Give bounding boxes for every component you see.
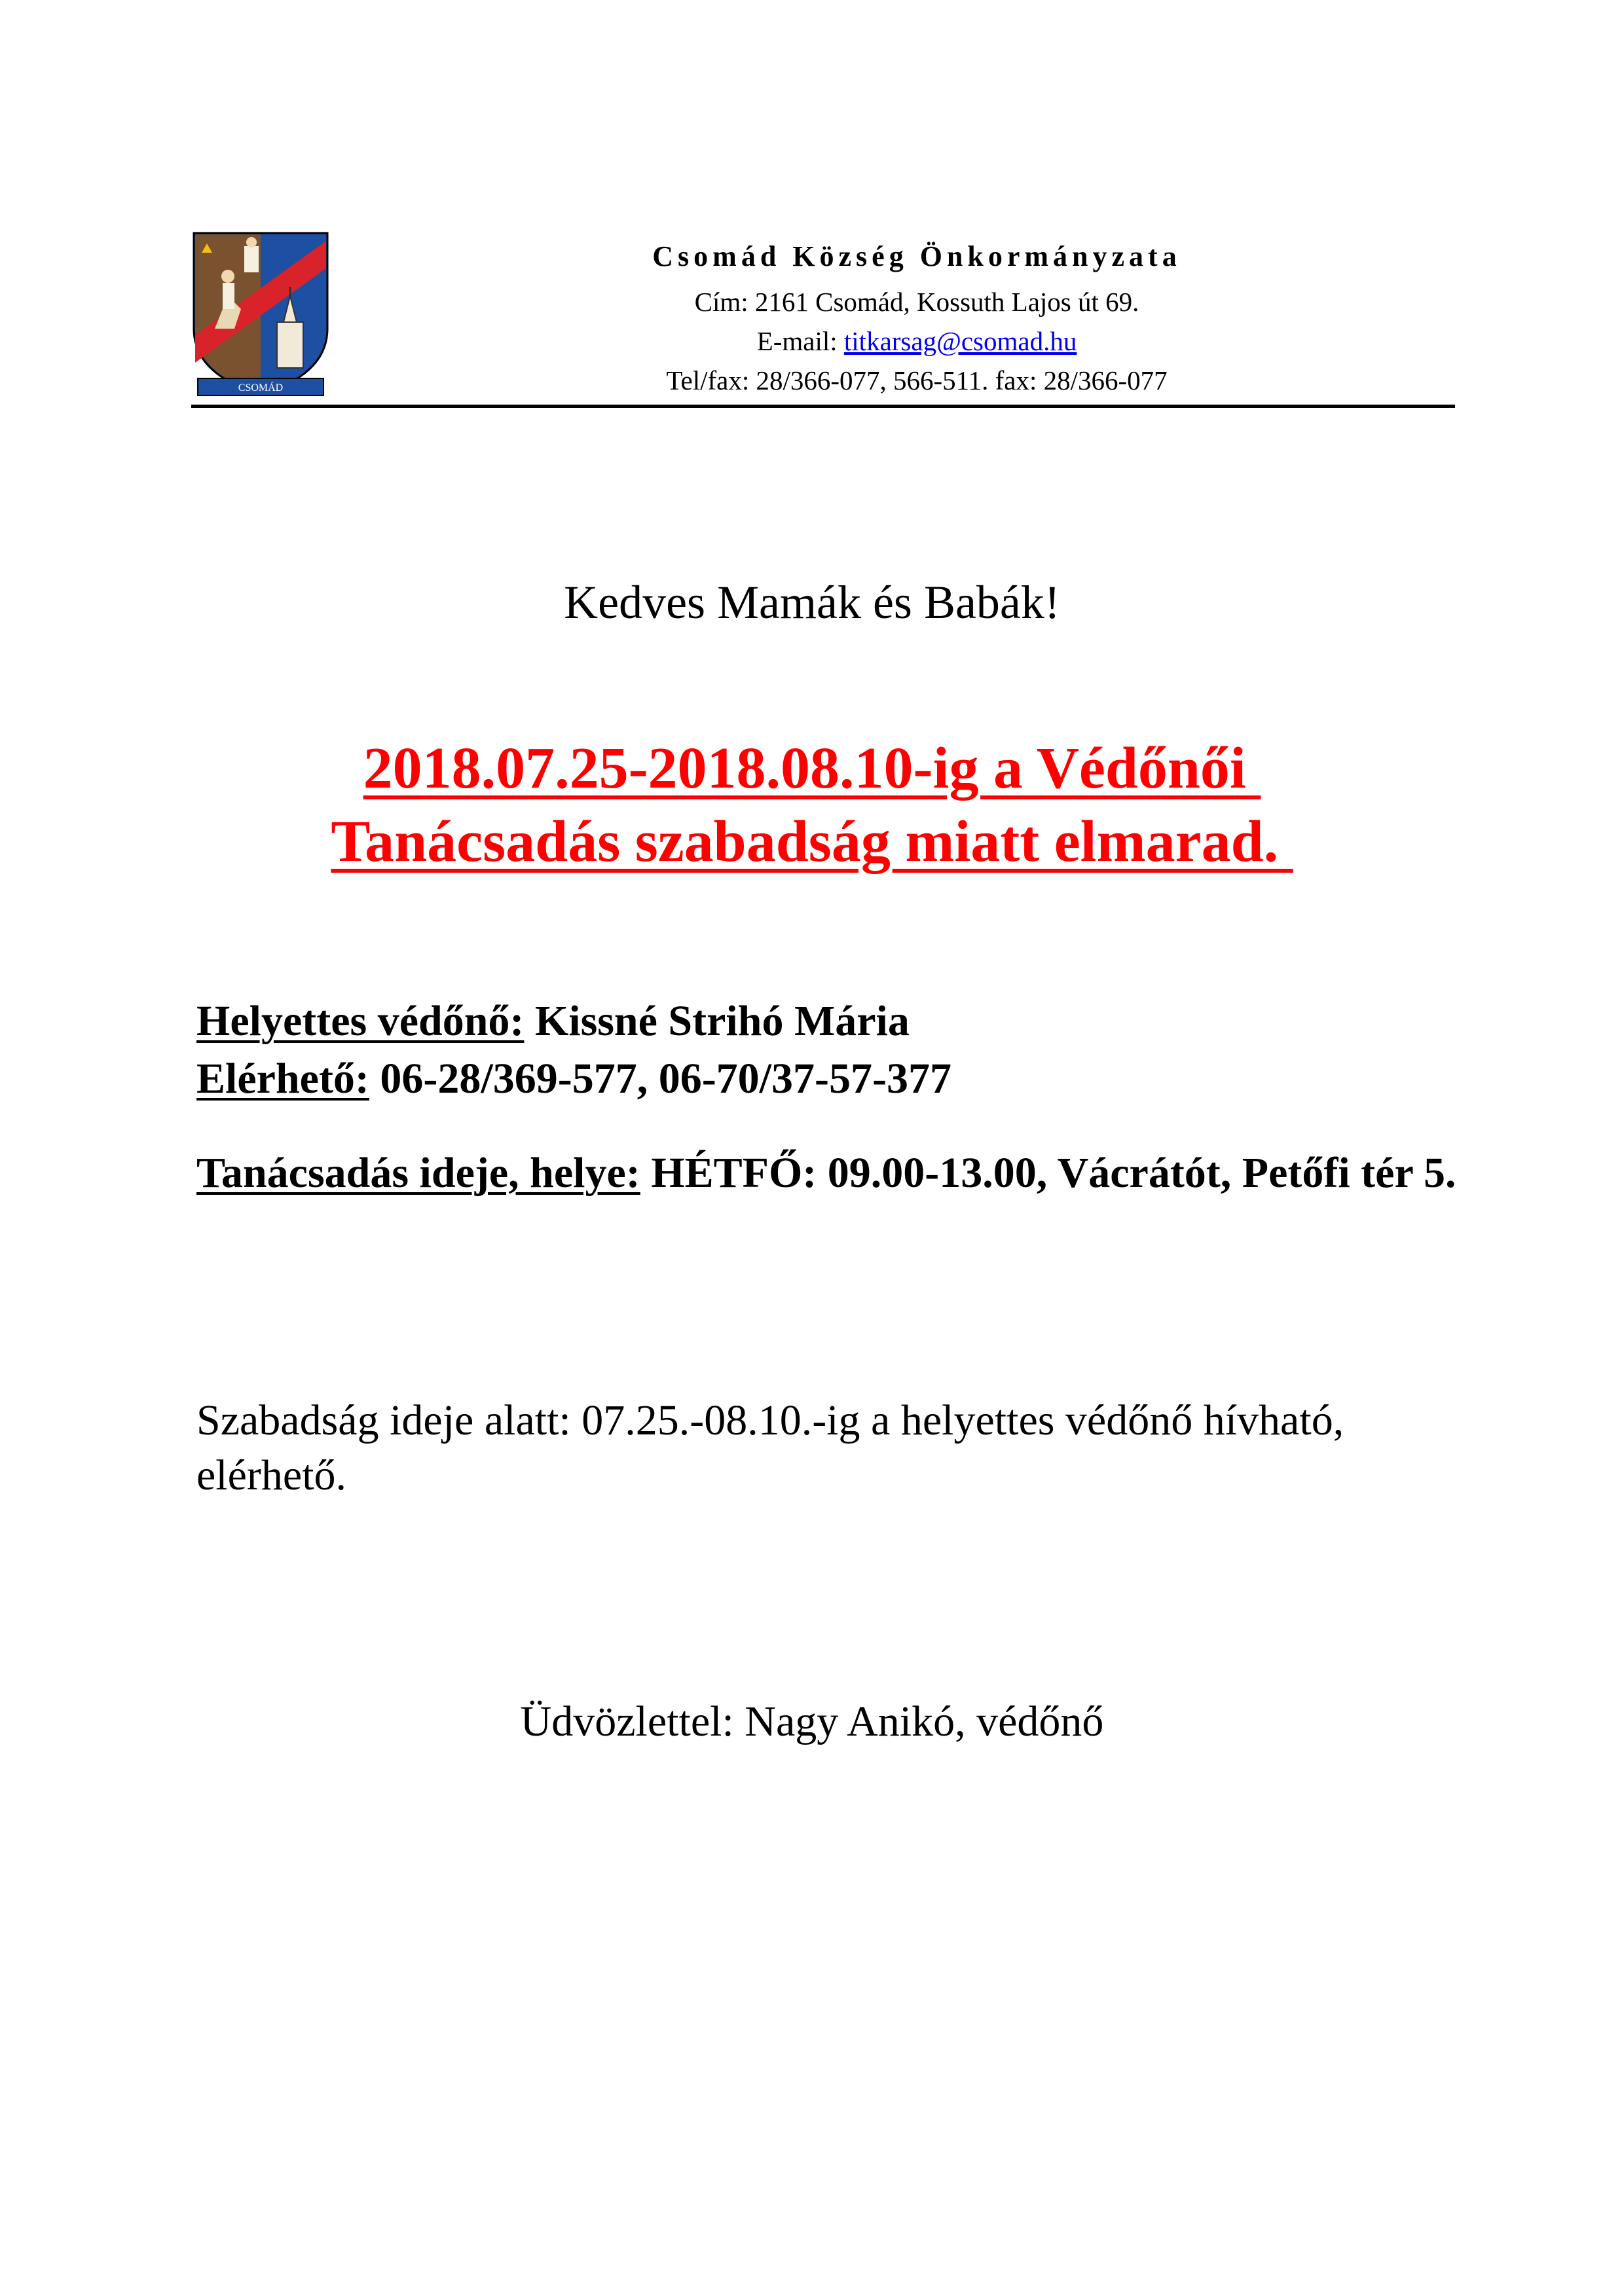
crest-banner-text: CSOMÁD [238,382,284,393]
header-divider [191,405,1455,408]
organization-name: Csomád Község Önkormányzata [652,240,1181,272]
organization-phone: Tel/fax: 28/366-077, 566-511. fax: 28/366-077 [666,365,1168,395]
notice-line-2 [0,805,1624,879]
signature: Üdvözlettel: Nagy Anikó, védőnő [520,1698,1104,1745]
crest-svg [189,230,333,402]
reach-value: 06-28/369-577, 06-70/37-57-377 [369,1055,951,1102]
email-link[interactable]: titkarsag@csomad.hu [843,326,1077,356]
notice-line-2-text: Tanácsadás szabadság miatt elmarad. [331,809,1293,874]
consultation-hours-line [196,1147,1467,1199]
reachable-line [196,1053,1467,1105]
municipal-crest-logo [189,230,333,402]
greeting: Kedves Mamák és Babák! [564,576,1060,629]
vacation-note: Szabadság ideje alatt: 07.25.-08.10.-ig a helyettes védőnő hívható, elérhető. [196,1396,1344,1499]
reach-label: Elérhető: [196,1055,369,1102]
organization-email-line [524,325,1310,357]
organization-address: Cím: 2161 Csomád, Kossuth Lajos út 69. [694,287,1139,317]
substitute-nurse-line [196,995,1467,1048]
notice-line-1-text: 2018.07.25-2018.08.10-ig a Védőnői [363,736,1261,801]
substitute-value: Kissné Strihó Mária [524,997,910,1045]
notice-line-1 [0,732,1624,805]
email-label: E-mail: [756,326,844,356]
substitute-label: Helyettes védőnő: [196,997,525,1045]
hours-value: HÉTFŐ: 09.00-13.00, Vácrátót, Petőfi tér 5. [640,1149,1456,1197]
cancellation-notice [0,732,1624,879]
hours-label: Tanácsadás ideje, helye: [196,1149,640,1197]
